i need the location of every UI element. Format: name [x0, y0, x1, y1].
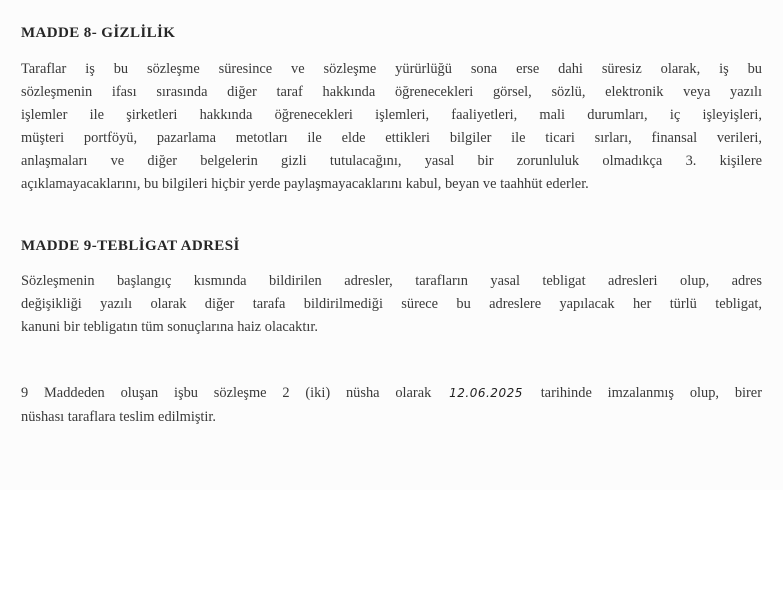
section-9-line-1: Sözleşmenin başlangıç kısmında bildirilen adresler, tarafların yasal tebligat adresleri olup, adres — [21, 273, 762, 289]
closing-line-2: nüshası taraflara teslim edilmiştir. — [21, 409, 217, 425]
section-8-line-5: anlaşmaları ve diğer belgelerin gizli tutulacağını, yasal bir zorunluluk olmadıkça 3. kişilere — [21, 153, 762, 169]
closing-line-1 — [21, 384, 762, 402]
section-8-line-4: müşteri portföyü, pazarlama metotları ile elde ettikleri bilgiler ile ticari sırları, finansal verileri, — [21, 130, 762, 146]
closing-text-before-date: 9 Maddeden oluşan işbu sözleşme 2 (iki) nüsha olarak — [21, 385, 432, 401]
section-9-line-3: kanuni bir tebligatın tüm sonuçlarına haiz olacaktır. — [21, 319, 318, 335]
section-8-line-6: açıklamayacaklarını, bu bilgileri hiçbir yerde paylaşmayacaklarını kabul, beyan ve taahhüt ederler. — [21, 176, 589, 192]
closing-text-after-date: tarihinde imzalanmış olup, birer — [540, 385, 762, 401]
section-8-heading: MADDE 8- GİZLİLİK — [21, 25, 176, 41]
section-9-line-2: değişikliği yazılı olarak diğer tarafa bildirilmediği sürece bu adreslere yapılacak her türlü tebligat, — [21, 296, 762, 312]
section-9-heading: MADDE 9-TEBLİGAT ADRESİ — [21, 238, 240, 254]
section-8-line-3: işlemler ile şirketleri hakkında öğrenecekleri işlemleri, faaliyetleri, mali durumları, iç işleyişleri, — [21, 107, 762, 123]
section-8-line-1: Taraflar iş bu sözleşme süresince ve sözleşme yürürlüğü sona erse dahi süresiz olarak, iş bu — [21, 61, 762, 77]
section-8-line-2: sözleşmenin ifası sırasında diğer taraf hakkında öğrenecekleri görsel, sözlü, elektronik veya yazılı — [21, 84, 762, 100]
handwritten-date: 12.06.2025 — [449, 386, 523, 400]
